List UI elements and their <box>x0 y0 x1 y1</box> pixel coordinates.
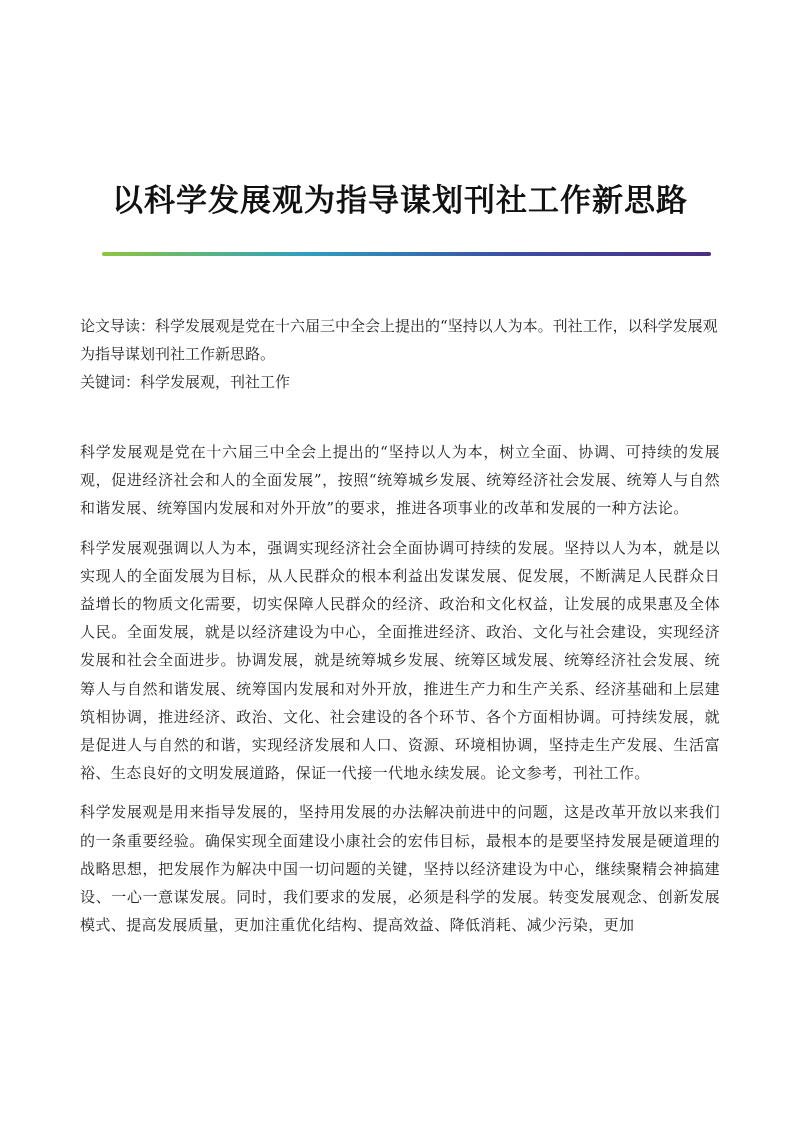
body-paragraph: 科学发展观是党在十六届三中全会上提出的“坚持以人为本，树立全面、协调、可持续的发展观，促进经济社会和人的全面发展”，按照“统筹城乡发展、统筹经济社会发展、统筹人与自然和谐发展、统筹国内发展和对外开放”的要求，推进各项事业的改革和发展的一种方法论。 <box>80 443 720 518</box>
title-divider <box>102 252 711 256</box>
body-paragraph: 科学发展观是用来指导发展的，坚持用发展的办法解决前进中的问题，这是改革开放以来我们的一条重要经验。确保实现全面建设小康社会的宏伟目标，最根本的是要坚持发展是硬道理的战略思想，把发展作为解决中国一切问题的关键，坚持以经济建设为中心，继续聚精会神搞建设、一心一意谋发展。同时，我们要求的发展，必须是科学的发展。转变发展观念、创新发展模式、提高发展质量，更加注重优化结构、提高效益、降低消耗、减少污染，更加 <box>80 803 720 935</box>
body-paragraph: 科学发展观强调以人为本，强调实现经济社会全面协调可持续的发展。坚持以人为本，就是以实现人的全面发展为目标，从人民群众的根本利益出发谋发展、促发展，不断满足人民群众日益增长的物质文化需要，切实保障人民群众的经济、政治和文化权益，让发展的成果惠及全体人民。全面发展，就是以经济建设为中心，全面推进经济、政治、文化与社会建设，实现经济发展和社会全面进步。协调发展，就是统筹城乡发展、统筹区域发展、统筹经济社会发展、统筹人与自然和谐发展、统筹国内发展和对外开放，推进生产力和生产关系、经济基础和上层建筑相协调，推进经济、政治、文化、社会建设的各个环节、各个方面相协调。可持续发展，就是促进人与自然的和谐，实现经济发展和人口、资源、环境相协调，坚持走生产发展、生活富裕、生态良好的文明发展道路，保证一代接一代地永续发展。论文参考，刊社工作。 <box>80 538 720 783</box>
document-meta <box>80 312 720 396</box>
document-title: 以科学发展观为指导谋划刊社工作新思路 <box>112 182 688 219</box>
document-body <box>80 438 720 950</box>
guide-text: 论文导读：科学发展观是党在十六届三中全会上提出的“坚持以人为本。刊社工作，以科学发展观为指导谋划刊社工作新思路。 <box>80 317 718 363</box>
keywords-text: 关键词：科学发展观，刊社工作 <box>80 373 291 391</box>
